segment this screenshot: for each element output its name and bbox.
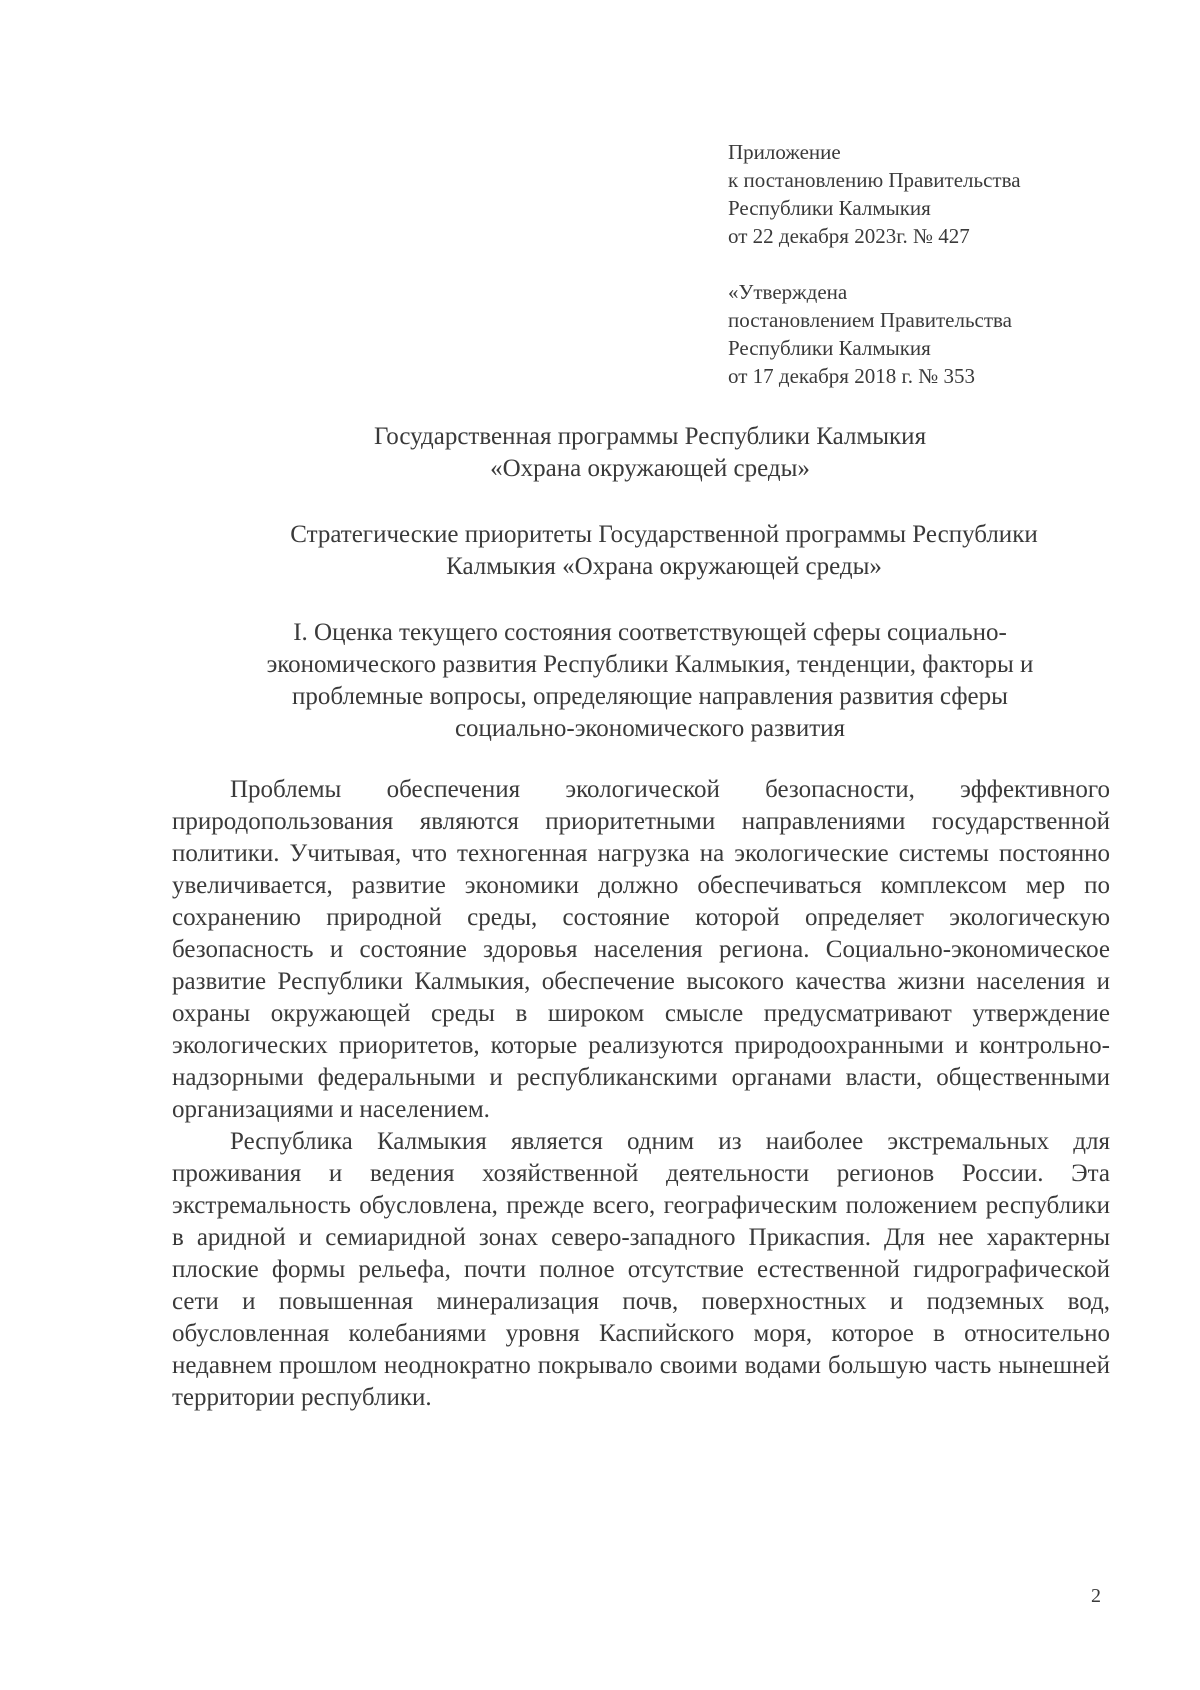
section-title: [170, 617, 1130, 745]
page-number: 2: [1091, 1585, 1101, 1607]
approved-line: от 17 декабря 2018 г. № 353: [728, 364, 975, 388]
section-title-line: социально-экономического развития: [454, 715, 846, 742]
appendix-line: от 22 декабря 2023г. № 427: [728, 224, 970, 248]
priorities-title-line: Стратегические приоритеты Государственной программы Республики: [290, 521, 1038, 548]
appendix-line: Приложение: [728, 140, 841, 164]
priorities-title-line: Калмыкия «Охрана окружающей среды»: [446, 553, 882, 580]
approved-line: постановлением Правительства: [728, 308, 1013, 332]
section-title-line: экономического развития Республики Калмыкия, тенденции, факторы и: [266, 651, 1034, 678]
priorities-title: [170, 519, 1130, 583]
section-title-line: I. Оценка текущего состояния соответствующей сферы социально-: [293, 619, 1007, 646]
appendix-line: Республики Калмыкия: [728, 196, 931, 220]
appendix-line: к постановлению Правительства: [728, 168, 1021, 192]
approved-line: «Утверждена: [728, 280, 848, 304]
program-title-line: Государственная программы Республики Калмыкия: [373, 423, 927, 450]
body-paragraph: Республика Калмыкия является одним из наиболее экстремальных для проживания и ведения хозяйственной деятельности регионов России. Эта экстремальность обусловлена, прежде всего, географическим положением республики в аридной и семиаридной зонах северо-западного Прикаспия. Для нее характерны плоские формы рельефа, почти полное отсутствие естественной гидрографической сети и повышенная минерализация почв, поверхностных и подземных вод, обусловленная колебаниями уровня Каспийского моря, которое в относительно недавнем прошлом неоднократно покрывало своими водами большую часть нынешней территории республики.: [172, 1128, 1110, 1411]
section-title-line: проблемные вопросы, определяющие направления развития сферы: [292, 683, 1008, 710]
program-title-line: «Охрана окружающей среды»: [490, 455, 810, 482]
body-paragraph: Проблемы обеспечения экологической безопасности, эффективного природопользования являются приоритетными направлениями государственной политики. Учитывая, что техногенная нагрузка на экологические системы постоянно увеличивается, развитие экономики должно обеспечиваться комплексом мер по сохранению природной среды, состояние которой определяет экологическую безопасность и состояние здоровья населения региона. Социально-экономическое развитие Республики Калмыкия, обеспечение высокого качества жизни населения и охраны окружающей среды в широком смысле предусматривают утверждение экологических приоритетов, которые реализуются природоохранными и контрольно-надзорными федеральными и республиканскими органами власти, общественными организациями и населением.: [172, 776, 1110, 1123]
approved-line: Республики Калмыкия: [728, 336, 931, 360]
appendix-header: [728, 138, 1021, 250]
program-title: [170, 421, 1130, 485]
body-text: [172, 774, 1110, 1414]
approved-header: [728, 278, 1012, 390]
